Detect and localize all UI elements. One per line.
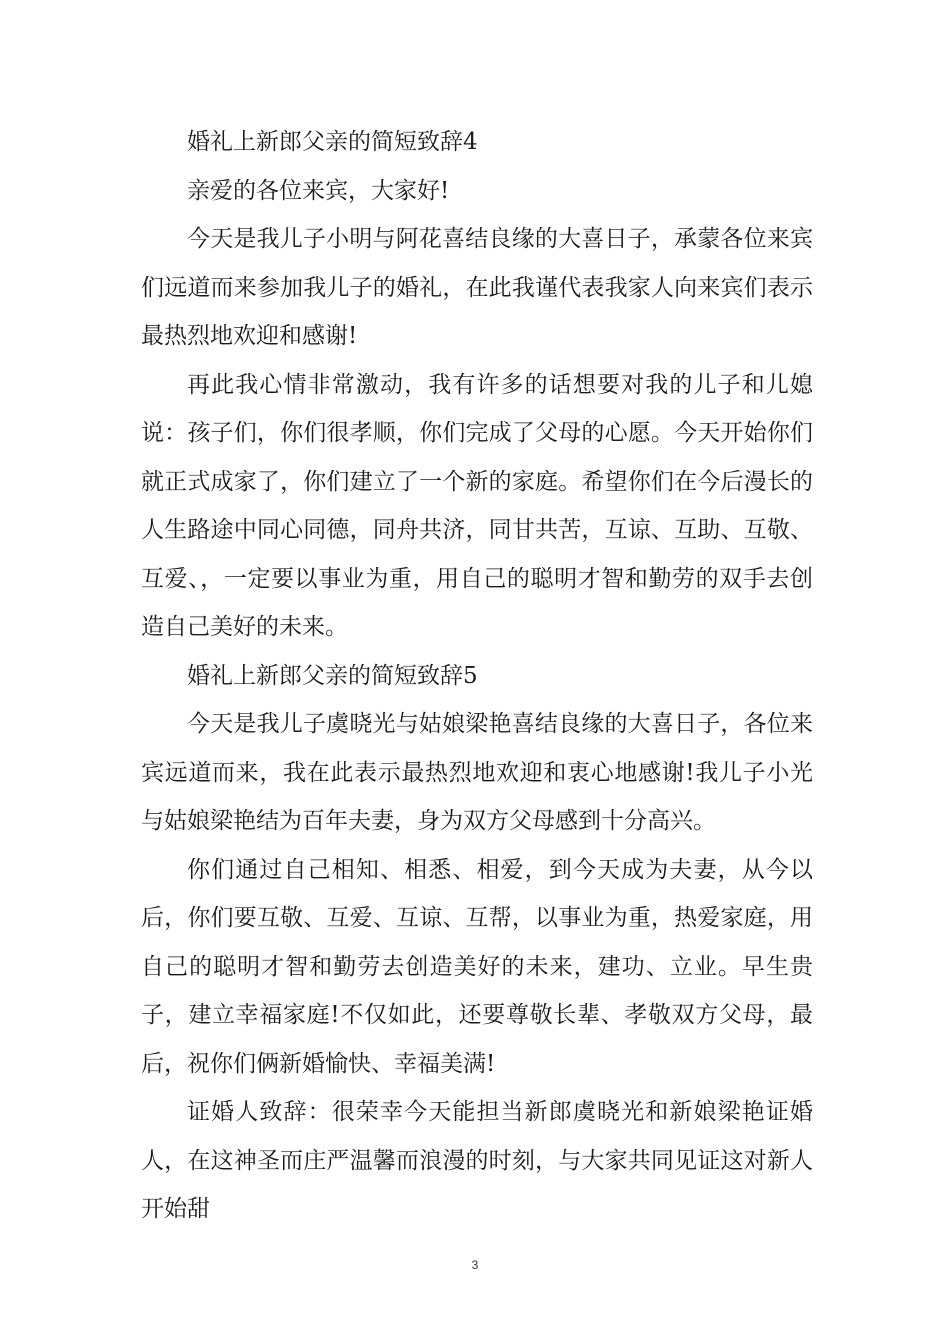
section-heading-4: 婚礼上新郎父亲的简短致辞4 bbox=[187, 129, 478, 155]
body-paragraph: 再此我心情非常激动，我有许多的话想要对我的儿子和儿媳说：孩子们，你们很孝顺，你们完成了父母的心愿。今天开始你们就正式成家了，你们建立了一个新的家庭。希望你们在今后漫长的人生路途中同心同德，同舟共济，同甘共苦，互谅、互助、互敬、互爱、，一定要以事业为重，用自己的聪明才智和勤劳的双手去创造自己美好的未来。 bbox=[141, 371, 813, 640]
body-paragraph: 今天是我儿子虞晓光与姑娘梁艳喜结良缘的大喜日子，各位来宾远道而来，我在此表示最热烈地欢迎和衷心地感谢!我儿子小光与姑娘梁艳结为百年夫妻，身为双方父母感到十分高兴。 bbox=[141, 711, 813, 834]
body-paragraph: 你们通过自己相知、相悉、相爱，到今天成为夫妻，从今以后，你们要互敬、互爱、互谅、互帮，以事业为重，热爱家庭，用自己的聪明才智和勤劳去创造美好的未来，建功、立业。早生贵子，建立幸福家庭!不仅如此，还要尊敬长辈、孝敬双方父母，最后，祝你们俩新婚愉快、幸福美满! bbox=[141, 856, 813, 1077]
body-paragraph: 证婚人致辞：很荣幸今天能担当新郎虞晓光和新娘梁艳证婚人，在这神圣而庄严温馨而浪漫的时刻，与大家共同见证这对新人开始甜 bbox=[141, 1099, 813, 1222]
page-number: 3 bbox=[471, 1258, 479, 1272]
section-heading-5: 婚礼上新郎父亲的简短致辞5 bbox=[187, 662, 478, 689]
document-body bbox=[141, 118, 813, 1234]
body-paragraph: 今天是我儿子小明与阿花喜结良缘的大喜日子，承蒙各位来宾们远道而来参加我儿子的婚礼，在此我谨代表我家人向来宾们表示最热烈地欢迎和感谢! bbox=[141, 226, 813, 349]
greeting-paragraph: 亲爱的各位来宾，大家好! bbox=[187, 177, 450, 204]
